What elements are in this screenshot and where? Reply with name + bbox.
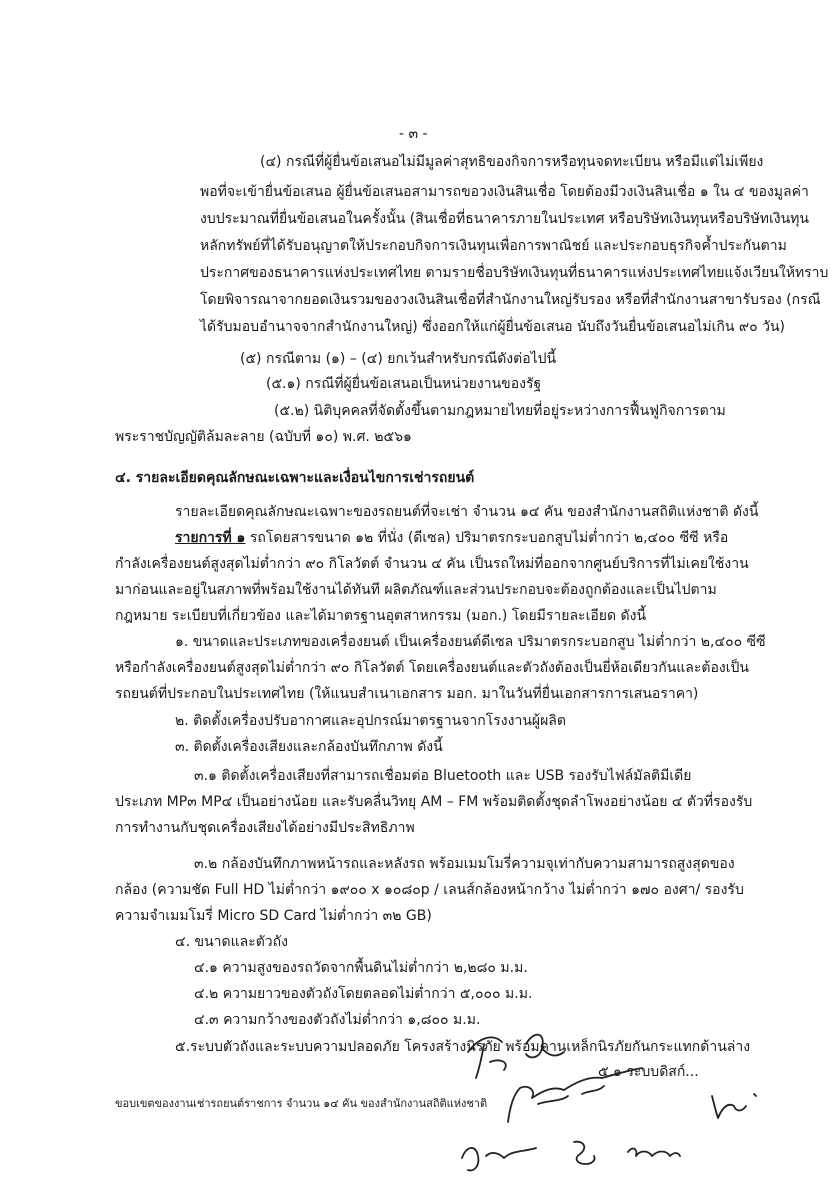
spec4-2: ๔.๒ ความยาวของตัวถังโดยตลอดไม่ต่ำกว่า ๕,๐๐๐ ม.ม. xyxy=(194,986,533,1002)
para4-line-3: งบประมาณที่ยื่นข้อเสนอในครั้งนั้น (สินเชื่อที่ธนาคารภายในประเทศ หรือบริษัทเงินทุนหรือบริษัทเงินทุน xyxy=(200,211,809,227)
spec3-2-line-2: กล้อง (ความชัด Full HD ไม่ต่ำกว่า ๑๙๐๐ x ๑๐๘๐p / เลนส์กล้องหน้ากว้าง ไม่ต่ำกว่า ๑๗๐ องศา/ รองรับ xyxy=(115,882,744,898)
signature-3 xyxy=(706,1082,766,1122)
item1-line-4: กฎหมาย ระเบียบที่เกี่ยวข้อง และได้มาตรฐานอุตสาหกรรม (มอก.) โดยมีรายละเอียด ดังนี้ xyxy=(115,608,647,624)
signature-4 xyxy=(456,1132,546,1176)
spec1-line-1: ๑. ขนาดและประเภทของเครื่องยนต์ เป็นเครื่องยนต์ดีเซล ปริมาตรกระบอกสูบ ไม่ต่ำกว่า ๒,๔๐๐ ซีซี xyxy=(175,634,766,650)
continued-note: ๕.๑ ระบบดิสก์... xyxy=(598,1064,699,1080)
spec1-line-2: หรือกำลังเครื่องยนต์สูงสุดไม่ต่ำกว่า ๙๐ กิโลวัตต์ โดยเครื่องยนต์และตัวถังต้องเป็นยี่ห้อเดียวกันและต้องเป็น xyxy=(115,660,749,676)
item1-line-1-text: รถโดยสารขนาด ๑๒ ที่นั่ง (ดีเซล) ปริมาตรกระบอกสูบไม่ต่ำกว่า ๒,๔๐๐ ซีซี หรือ xyxy=(245,530,729,546)
spec1-line-3: รถยนต์ที่ประกอบในประเทศไทย (ให้แนบสำเนาเอกสาร มอก. มาในวันที่ยื่นเอกสารการเสนอราคา) xyxy=(115,686,699,702)
footer-text: ขอบเขตของงานเช่ารถยนต์ราชการ จำนวน ๑๔ คัน ของสำนักงานสถิติแห่งชาติ xyxy=(115,1097,488,1110)
spec3-2-line-3: ความจำเมมโมรี่ Micro SD Card ไม่ต่ำกว่า ๓๒ GB) xyxy=(115,908,432,924)
section4-intro: รายละเอียดคุณลักษณะเฉพาะของรถยนต์ที่จะเช่า จำนวน ๑๔ คัน ของสำนักงานสถิติแห่งชาติ ดังนี้ xyxy=(175,504,759,520)
para4-line-7: ได้รับมอบอำนาจจากสำนักงานใหญ่) ซึ่งออกให้แก่ผู้ยื่นข้อเสนอ นับถึงวันยื่นข้อเสนอไม่เกิน ๙๐ วัน) xyxy=(200,319,785,335)
spec3-1-line-1: ๓.๑ ติดตั้งเครื่องเสียงที่สามารถเชื่อมต่อ Bluetooth และ USB รองรับไฟล์มัลติมีเดีย xyxy=(194,768,692,784)
spec4: ๔. ขนาดและตัวถัง xyxy=(175,934,288,950)
signature-2 xyxy=(498,1060,648,1130)
spec3: ๓. ติดตั้งเครื่องเสียงและกล้องบันทึกภาพ ดังนี้ xyxy=(175,739,443,755)
para4-line-4: หลักทรัพย์ที่ได้รับอนุญาตให้ประกอบกิจการเงินทุนเพื่อการพาณิชย์ และประกอบธุรกิจค้ำประกันตาม xyxy=(200,238,787,254)
spec4-3: ๔.๓ ความกว้างของตัวถังไม่ต่ำกว่า ๑,๘๐๐ ม.ม. xyxy=(194,1012,481,1028)
spec4-1: ๔.๑ ความสูงของรถวัดจากพื้นดินไม่ต่ำกว่า ๒,๒๘๐ ม.ม. xyxy=(194,960,528,976)
para4-line-6: โดยพิจารณาจากยอดเงินรวมของวงเงินสินเชื่อที่สำนักงานใหญ่รับรอง หรือที่สำนักงานสาขารับรอง (กรณี xyxy=(200,292,821,308)
para5-line-1: (๕) กรณีตาม (๑) – (๔) ยกเว้นสำหรับกรณีดังต่อไปนี้ xyxy=(240,351,557,367)
para4-line-2: พอที่จะเข้ายื่นข้อเสนอ ผู้ยื่นข้อเสนอสามารถขอวงเงินสินเชื่อ โดยต้องมีวงเงินสินเชื่อ ๑ ใน ๔ ของมูลค่า xyxy=(200,184,809,200)
para4-line-5: ประกาศของธนาคารแห่งประเทศไทย ตามรายชื่อบริษัทเงินทุนที่ธนาคารแห่งประเทศไทยแจ้งเวียนให้ทราบ xyxy=(200,265,829,281)
item1-line-1 xyxy=(175,528,728,548)
item1-label: รายการที่ ๑ xyxy=(175,530,246,546)
section4-heading: ๔. รายละเอียดคุณลักษณะเฉพาะและเงื่อนไขการเช่ารถยนต์ xyxy=(115,470,475,486)
item1-line-2: กำลังเครื่องยนต์สูงสุดไม่ต่ำกว่า ๙๐ กิโลวัตต์ จำนวน ๔ คัน เป็นรถใหม่ที่ออกจากศูนย์บริการที่ไม่เคยใช้งาน xyxy=(115,556,749,572)
signature-5 xyxy=(562,1136,602,1170)
signature-6 xyxy=(624,1140,684,1170)
spec3-1-line-2: ประเภท MP๓ MP๔ เป็นอย่างน้อย และรับคลื่นวิทยุ AM – FM พร้อมติดตั้งชุดลำโพงอย่างน้อย ๔ ตัวที่รองรับ xyxy=(115,794,753,810)
spec3-2-line-1: ๓.๒ กล้องบันทึกภาพหน้ารถและหลังรถ พร้อมเมมโมรี่ความจุเท่ากับความสามารถสูงสุดของ xyxy=(194,856,735,872)
page-number: - ๓ - xyxy=(399,126,428,142)
para5-line-2: (๕.๑) กรณีที่ผู้ยื่นข้อเสนอเป็นหน่วยงานของรัฐ xyxy=(266,376,542,392)
spec3-1-line-3: การทำงานกับชุดเครื่องเสียงได้อย่างมีประสิทธิภาพ xyxy=(115,820,415,836)
para5-line-4: พระราชบัญญัติล้มละลาย (ฉบับที่ ๑๐) พ.ศ. ๒๕๖๑ xyxy=(115,429,412,445)
spec2: ๒. ติดตั้งเครื่องปรับอากาศและอุปกรณ์มาตรฐานจากโรงงานผู้ผลิต xyxy=(175,713,566,729)
spec5: ๕.ระบบตัวถังและระบบความปลอดภัย โครงสร้างนิรภัย พร้อมคานเหล็กนิรภัยกันกระแทกด้านล่าง xyxy=(175,1039,751,1055)
item1-line-3: มาก่อนและอยู่ในสภาพที่พร้อมใช้งานได้ทันที ผลิตภัณฑ์และส่วนประกอบจะต้องถูกต้องและเป็นไปตาม xyxy=(115,582,717,598)
para4-line-1: (๔) กรณีที่ผู้ยื่นข้อเสนอไม่มีมูลค่าสุทธิของกิจการหรือทุนจดทะเบียน หรือมีแต่ไม่เพียง xyxy=(260,154,764,170)
para5-line-3: (๕.๒) นิติบุคคลที่จัดตั้งขึ้นตามกฎหมายไทยที่อยู่ระหว่างการฟื้นฟูกิจการตาม xyxy=(274,403,726,419)
